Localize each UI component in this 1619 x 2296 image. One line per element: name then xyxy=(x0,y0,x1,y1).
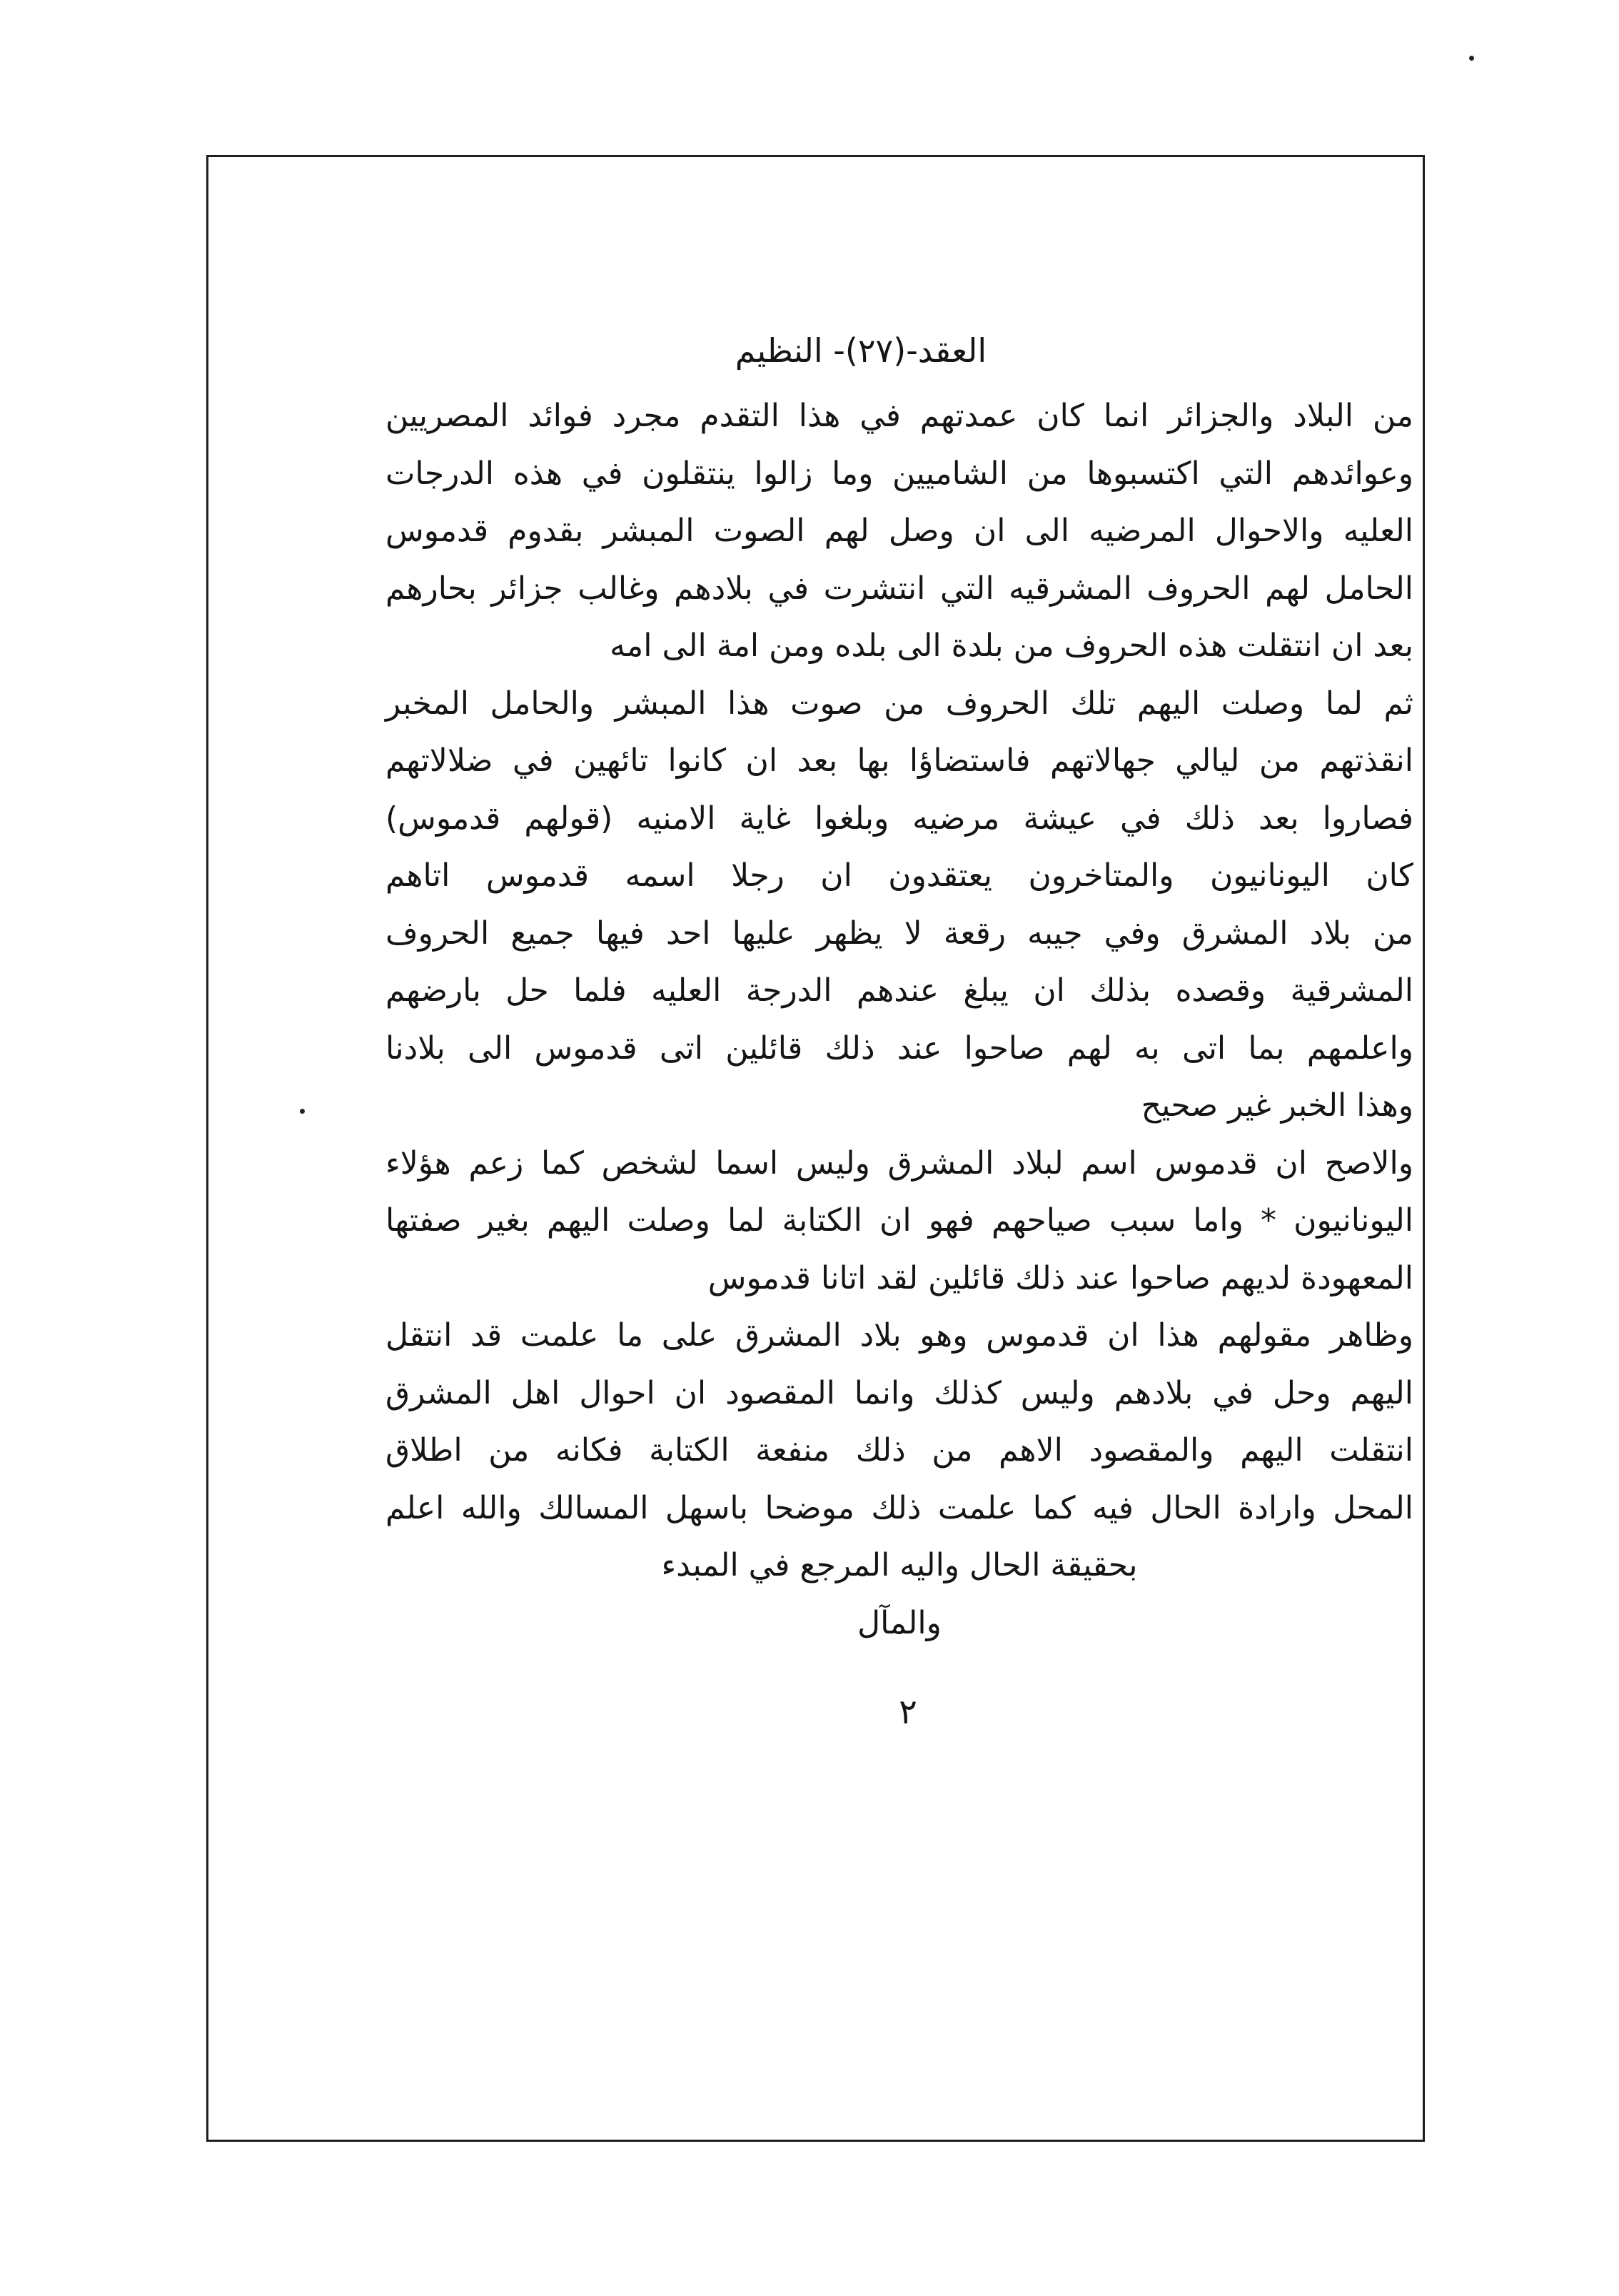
text-line: انتقلت اليهم والمقصود الاهم من ذلك منفعة الكتابة فكانه من اطلاق xyxy=(385,1432,1413,1469)
text-line: الحامل لهم الحروف المشرقيه التي انتشرت في بلادهم وغالب جزائر بحارهم xyxy=(385,570,1413,607)
catchword: ٢ xyxy=(899,1692,917,1732)
text-line: من البلاد والجزائر انما كان عمدتهم في هذا التقدم مجرد فوائد المصريين xyxy=(385,398,1413,434)
scan-speck xyxy=(300,1109,305,1114)
text-line: بحقيقة الحال واليه المرجع في المبدء xyxy=(661,1547,1138,1583)
text-line: المحل وارادة الحال فيه كما علمت ذلك موضحا باسهل المسالك والله اعلم xyxy=(385,1489,1413,1526)
text-line: فصاروا بعد ذلك في عيشة مرضيه وبلغوا غاية الامنيه (قولهم قدموس) xyxy=(385,800,1413,837)
text-line: المعهودة لديهم صاحوا عند ذلك قائلين لقد اتانا قدموس xyxy=(707,1259,1413,1296)
text-line: وعوائدهم التي اكتسبوها من الشاميين وما زالوا ينتقلون في هذه الدرجات xyxy=(385,455,1413,492)
text-line: اليونانيون * واما سبب صياحهم فهو ان الكتابة لما وصلت اليهم بغير صفتها xyxy=(385,1202,1413,1239)
text-line: بعد ان انتقلت هذه الحروف من بلدة الى بلده ومن امة الى امه xyxy=(610,628,1413,664)
text-line: المشرقية وقصده بذلك ان يبلغ عندهم الدرجة العليه فلما حل بارضهم xyxy=(385,972,1413,1009)
text-line: والاصح ان قدموس اسم لبلاد المشرق وليس اسما لشخص كما زعم هؤلاء xyxy=(385,1144,1413,1182)
text-line: كان اليونانيون والمتاخرون يعتقدون ان رجلا اسمه قدموس اتاهم xyxy=(385,857,1413,894)
text-line: اليهم وحل في بلادهم وليس كذلك وانما المقصود ان احوال اهل المشرق xyxy=(385,1374,1413,1411)
text-line: من بلاد المشرق وفي جيبه رقعة لا يظهر عليها احد فيها جميع الحروف xyxy=(385,915,1413,952)
text-line: واعلمهم بما اتى به لهم صاحوا عند ذلك قائلين اتى قدموس الى بلادنا xyxy=(385,1029,1413,1067)
text-line: انقذتهم من ليالي جهالاتهم فاستضاؤا بها بعد ان كانوا تائهين في ضلالاتهم xyxy=(385,742,1413,779)
text-line: وظاهر مقولهم هذا ان قدموس وهو بلاد المشرق على ما علمت قد انتقل xyxy=(385,1317,1413,1354)
text-line: وهذا الخبر غير صحيح xyxy=(1141,1087,1413,1124)
page-title: العقد-(٢٧)- النظيم xyxy=(735,331,987,370)
text-line: العليه والاحوال المرضيه الى ان وصل لهم الصوت المبشر بقدوم قدموس xyxy=(385,513,1413,549)
text-line: والمآل xyxy=(857,1604,942,1641)
text-line: ثم لما وصلت اليهم تلك الحروف من صوت هذا المبشر والحامل المخبر xyxy=(385,685,1413,722)
manuscript-text xyxy=(385,388,1413,1652)
scan-speck xyxy=(1469,56,1474,61)
